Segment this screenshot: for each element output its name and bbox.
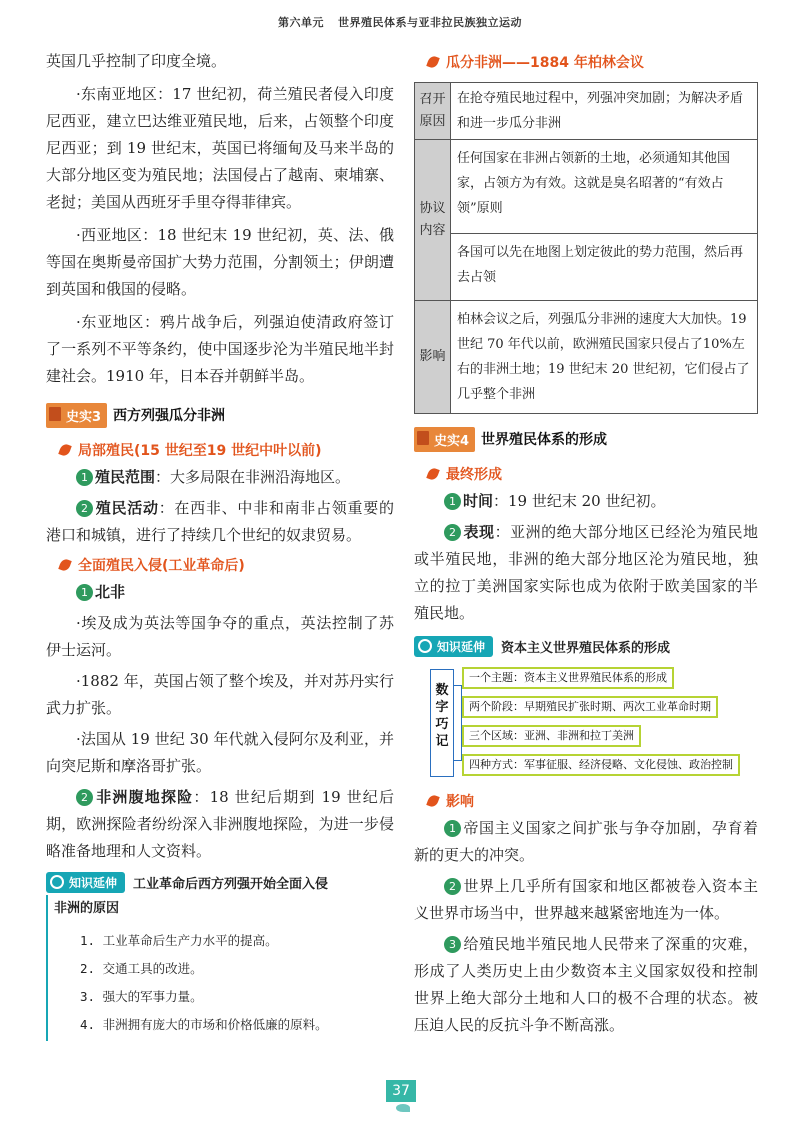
leaf-icon <box>426 794 440 809</box>
number-badge: 2 <box>76 789 93 806</box>
term: 非洲腹地探险 <box>95 788 194 806</box>
subheading-text: 瓜分非洲——1884 年柏林会议 <box>446 55 644 71</box>
text: ：18 世纪后期到 19 世纪后期，欧洲探险者纷纷深入非洲腹地探险，为进一步侵略准备地理和人文资料。 <box>46 788 394 860</box>
right-column <box>414 48 758 1039</box>
term: 北非 <box>95 583 126 601</box>
paragraph: ·东南亚地区：17 世纪初，荷兰殖民者侵入印度尼西亚，建立巴达维亚殖民地，后来，占领整个印度尼西亚；到 19 世纪末，英国已将缅甸及马来半岛的大部分地区变为殖民地；法国侵占了越南、柬埔寨、老挝；美国从西班牙手里夺得菲律宾。 <box>46 85 394 211</box>
paragraph <box>414 873 758 927</box>
extension-tag-text: 知识延伸 <box>437 639 486 654</box>
row-header: 影响 <box>415 301 451 414</box>
text: ：大多局限在非洲沿海地区。 <box>155 468 351 486</box>
berlin-conference-table <box>414 82 758 414</box>
table-row <box>415 140 758 234</box>
section-tag: 史实4 <box>414 427 475 452</box>
extension-title-continued: 非洲的原因 <box>54 901 120 916</box>
bracket <box>454 685 462 761</box>
paragraph <box>46 579 394 606</box>
leaf-icon <box>426 55 440 70</box>
paragraph: ·1882 年，英国占领了整个埃及，并对苏丹实行武力扩张。 <box>46 672 394 717</box>
number-badge: 1 <box>76 584 93 601</box>
extension-tag-text: 知识延伸 <box>69 875 118 890</box>
list-item: 3. 强大的军事力量。 <box>80 989 203 1004</box>
mnemonic-item: 两个阶段：早期殖民扩张时期、两次工业革命时期 <box>462 696 718 718</box>
paragraph <box>414 815 758 869</box>
number-badge: 3 <box>444 936 461 953</box>
table-cell: 各国可以先在地图上划定彼此的势力范围，然后再去占领 <box>451 234 758 301</box>
subheading-text: 最终形成 <box>446 467 502 483</box>
section-title: 世界殖民体系的形成 <box>481 432 608 448</box>
left-column <box>46 48 394 1041</box>
paragraph <box>46 784 394 865</box>
term: 表现 <box>463 523 495 541</box>
unit-label: 第六单元 <box>278 16 324 29</box>
subheading <box>428 50 758 74</box>
text: ：19 世纪末 20 世纪初。 <box>493 492 666 510</box>
table-row <box>415 301 758 414</box>
mnemonic-item: 三个区域：亚洲、非洲和拉丁美洲 <box>462 725 641 747</box>
number-badge: 1 <box>444 493 461 510</box>
list-item: 4. 非洲拥有庞大的市场和价格低廉的原料。 <box>80 1017 328 1032</box>
table-cell: 柏林会议之后，列强瓜分非洲的速度大大加快。19 世纪 70 年代以前，欧洲殖民国家只侵占了10%左右的非洲土地；19 世纪末 20 世纪初，它们侵占了几乎整个非洲 <box>451 301 758 414</box>
extension-title: 资本主义世界殖民体系的形成 <box>501 640 671 656</box>
table-cell: 任何国家在非洲占领新的土地，必须通知其他国家，占领方为有效。这就是臭名昭著的“有效占领”原则 <box>451 140 758 234</box>
extension-tag <box>414 636 493 657</box>
number-badge: 2 <box>444 524 461 541</box>
list-item: 2. 交通工具的改进。 <box>80 961 203 976</box>
knowledge-extension-box <box>46 895 394 1041</box>
bird-icon <box>396 1104 410 1112</box>
term: 殖民活动 <box>95 499 159 517</box>
paragraph: 英国几乎控制了印度全境。 <box>46 52 227 70</box>
paragraph: ·西亚地区：18 世纪末 19 世纪初，英、法、俄等国在奥斯曼帝国扩大势力范围，分割领土；伊朗遭到英国和俄国的侵略。 <box>46 226 394 298</box>
section-heading <box>414 426 758 452</box>
subheading-text: 局部殖民(15 世纪至19 世纪中叶以前) <box>78 443 322 459</box>
running-header <box>0 14 800 30</box>
row-header: 召开原因 <box>415 83 451 140</box>
section-title: 西方列强瓜分非洲 <box>113 408 226 424</box>
table-row <box>415 234 758 301</box>
paragraph: ·埃及成为英法等国争夺的重点，英法控制了苏伊士运河。 <box>46 614 394 659</box>
leaf-icon <box>58 443 72 458</box>
paragraph <box>414 931 758 1039</box>
paragraph <box>46 495 394 549</box>
leaf-icon <box>58 558 72 573</box>
subheading-text: 影响 <box>446 794 474 810</box>
text: ：亚洲的绝大部分地区已经沦为殖民地或半殖民地，非洲的绝大部分地区沦为殖民地，独立的拉丁美洲国家实际也成为依附于欧美国家的半殖民地。 <box>414 523 758 622</box>
table-row <box>415 83 758 140</box>
row-header: 协议内容 <box>415 140 451 301</box>
number-badge: 2 <box>444 878 461 895</box>
lightbulb-icon <box>418 639 432 653</box>
paragraph <box>414 488 758 515</box>
lightbulb-icon <box>50 875 64 889</box>
mnemonic-item: 四种方式：军事征服、经济侵略、文化侵蚀、政治控制 <box>462 754 740 776</box>
mnemonic-item: 一个主题：资本主义世界殖民体系的形成 <box>462 667 674 689</box>
term: 时间 <box>463 492 494 510</box>
knowledge-extension-heading <box>46 869 394 895</box>
text: ：在西非、中非和南非占领重要的港口和城镇，进行了持续几个世纪的奴隶贸易。 <box>46 499 394 544</box>
knowledge-extension-heading <box>414 633 758 659</box>
text: 世界上几乎所有国家和地区都被卷入资本主义世界市场当中，世界越来越紧密地连为一体。 <box>414 877 758 922</box>
paragraph <box>414 519 758 627</box>
paragraph: ·东亚地区：鸦片战争后，列强迫使清政府签订了一系列不平等条约，使中国逐步沦为半殖民地半封建社会。1910 年，日本吞并朝鲜半岛。 <box>46 313 394 385</box>
extension-title: 工业革命后西方列强开始全面入侵 <box>133 876 329 892</box>
paragraph: ·法国从 19 世纪 30 年代就入侵阿尔及利亚，并向突尼斯和摩洛哥扩张。 <box>46 730 394 775</box>
text: 给殖民地半殖民地人民带来了深重的灾难，形成了人类历史上由少数资本主义国家奴役和控制世界上绝大部分土地和人口的极不合理的状态。被压迫人民的反抗斗争不断高涨。 <box>414 935 758 1034</box>
text: 帝国主义国家之间扩张与争夺加剧，孕育着新的更大的冲突。 <box>414 819 758 864</box>
list-item: 1. 工业革命后生产力水平的提高。 <box>80 933 278 948</box>
number-badge: 1 <box>76 469 93 486</box>
number-badge: 2 <box>76 500 93 517</box>
number-badge: 1 <box>444 820 461 837</box>
extension-tag <box>46 872 125 893</box>
subheading <box>60 553 394 577</box>
reason-list <box>80 927 388 1039</box>
leaf-icon <box>426 467 440 482</box>
table-cell: 在抢夺殖民地过程中，列强冲突加剧；为解决矛盾和进一步瓜分非洲 <box>451 83 758 140</box>
term: 殖民范围 <box>95 468 156 486</box>
subheading <box>60 438 394 462</box>
section-tag: 史实3 <box>46 403 107 428</box>
subheading <box>428 789 758 813</box>
paragraph <box>46 464 394 491</box>
section-heading <box>46 402 394 428</box>
subheading <box>428 462 758 486</box>
page-number: 37 <box>386 1080 416 1102</box>
unit-title: 世界殖民体系与亚非拉民族独立运动 <box>338 16 522 29</box>
mnemonic-diagram <box>414 663 754 781</box>
subheading-text: 全面殖民入侵(工业革命后) <box>78 558 245 574</box>
mnemonic-label: 数字巧记 <box>430 669 454 777</box>
